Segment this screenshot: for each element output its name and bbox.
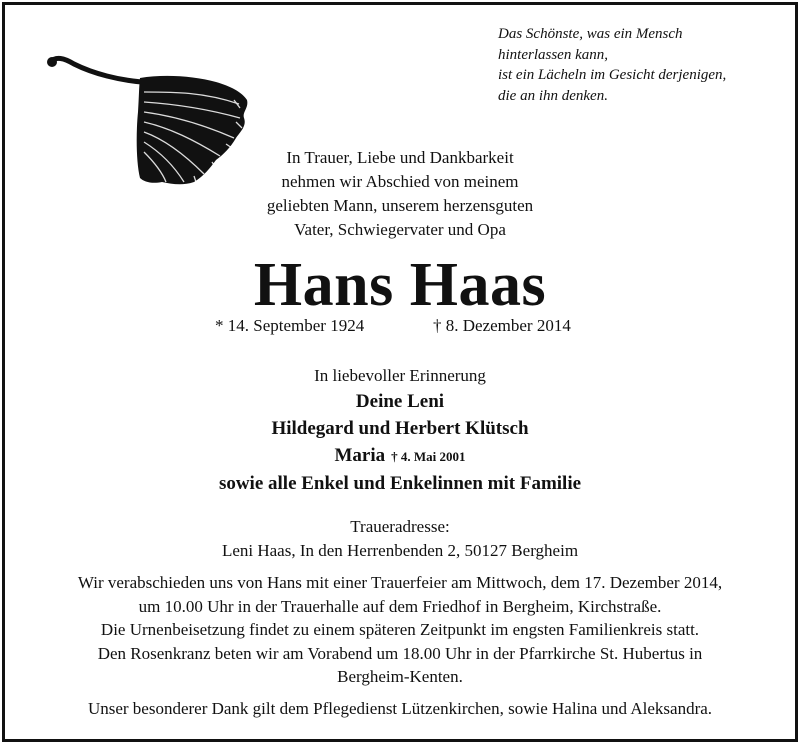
signer-maria-date: † 4. Mai 2001	[391, 449, 466, 464]
address-label: Traueradresse:	[350, 517, 450, 536]
service-details	[0, 571, 800, 689]
memory-intro: In liebevoller Erinnerung	[314, 366, 486, 385]
signer-name: Deine Leni	[355, 391, 445, 412]
intro-line: nehmen wir Abschied von meinem	[281, 172, 519, 191]
mourning-address	[0, 515, 800, 563]
death-date: † 8. Dezember 2014	[433, 316, 571, 335]
signer-family: sowie alle Enkel und Enkelinnen mit Familie	[218, 473, 582, 494]
quote-line: ist ein Lächeln im Gesicht derjenigen,	[498, 67, 727, 83]
details-line: Die Urnenbeisetzung findet zu einem späteren Zeitpunkt im engsten Familienkreis statt.	[100, 620, 700, 639]
details-line: Bergheim-Kenten.	[337, 667, 463, 686]
signer-name: Hildegard und Herbert Klütsch	[271, 418, 529, 439]
intro-line: geliebten Mann, unserem herzensguten	[266, 196, 534, 215]
quote-line: hinterlassen kann,	[498, 46, 608, 63]
birth-date: * 14. September 1924	[215, 316, 365, 335]
details-line: Wir verabschieden uns von Hans mit einer Trauerfeier am Mittwoch, dem 17. Dezember 2014,	[77, 573, 723, 592]
quote-line: Das Schönste, was ein Mensch	[498, 26, 683, 42]
details-line: um 10.00 Uhr in der Trauerhalle auf dem Friedhof in Bergheim, Kirchstraße.	[138, 596, 662, 616]
intro-line: In Trauer, Liebe und Dankbarkeit	[286, 148, 514, 167]
intro-text	[0, 146, 800, 242]
deceased-name: Hans Haas	[253, 251, 547, 319]
intro-line: Vater, Schwiegervater und Opa	[294, 220, 506, 239]
address-value: Leni Haas, In den Herrenbenden 2, 50127 Bergheim	[221, 541, 579, 560]
thanks-note: Unser besonderer Dank gilt dem Pflegedienst Lützenkirchen, sowie Halina und Aleksandra.	[87, 699, 713, 718]
memory-section	[0, 364, 800, 497]
signer-maria-name: Maria	[334, 445, 386, 466]
signer-maria	[0, 442, 800, 470]
memorial-quote	[498, 24, 788, 106]
details-line: Den Rosenkranz beten wir am Vorabend um 18.00 Uhr in der Pfarrkirche St. Hubertus in	[97, 643, 703, 663]
quote-line: die an ihn denken.	[498, 87, 608, 104]
